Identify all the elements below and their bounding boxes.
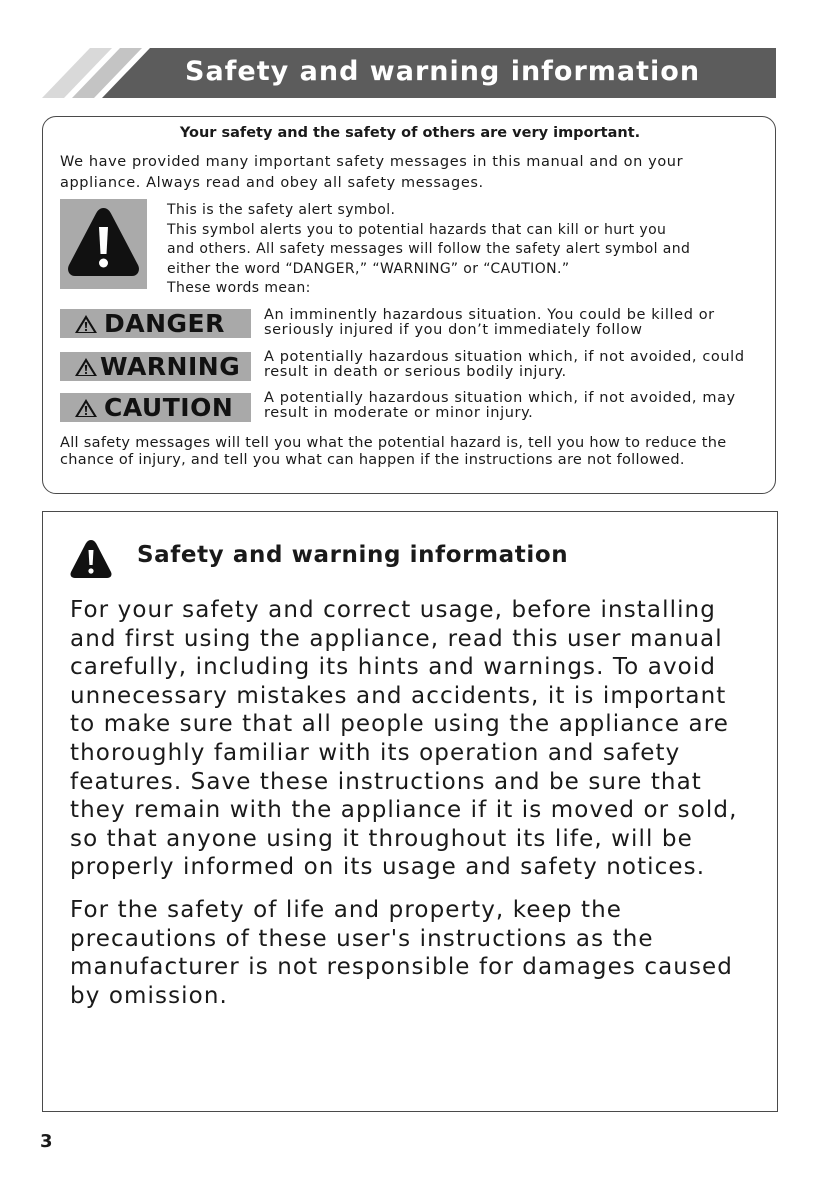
warning-triangle-icon	[74, 357, 98, 377]
info-paragraph: For the safety of life and property, keep the precautions of these user's instructions as the manufacturer is not responsible for damages caused by omission.	[70, 897, 733, 1009]
signal-word: CAUTION	[104, 393, 234, 422]
notice-heading: Your safety and the safety of others are very important.	[179, 125, 641, 141]
alert-line: This is the safety alert symbol.	[167, 202, 396, 218]
signal-word: WARNING	[100, 352, 241, 381]
info-title: Safety and warning information	[137, 542, 569, 568]
danger-description: An imminently hazardous situation. You could be killed or seriously injured if you don’t immediately follow	[264, 307, 715, 338]
danger-signal-label	[60, 309, 251, 338]
danger-triangle-icon	[74, 314, 98, 334]
alert-line: This symbol alerts you to potential hazards that can kill or hurt you	[167, 221, 667, 238]
notice-footer: All safety messages will tell you what the potential hazard is, tell you how to reduce the chance of injury, and tell you what can happen if the instructions are not followed.	[60, 435, 727, 468]
alert-triangle-icon	[60, 199, 147, 289]
warning-triangle-icon	[69, 538, 113, 580]
page-number: 3	[40, 1131, 53, 1152]
safety-notice-box	[42, 116, 776, 494]
caution-description: A potentially hazardous situation which, if not avoided, may result in moderate or minor injury.	[264, 390, 736, 421]
notice-intro: We have provided many important safety messages in this manual and on your appliance. Always read and obey all safety messages.	[60, 154, 684, 191]
warning-signal-label	[60, 352, 251, 381]
safety-info-box	[42, 511, 778, 1112]
alert-line: either the word “DANGER,” “WARNING” or “CAUTION.”	[167, 260, 570, 277]
warning-description: A potentially hazardous situation which, if not avoided, could result in death or serious bodily injury.	[264, 349, 745, 380]
header-banner	[42, 48, 776, 98]
caution-triangle-icon	[74, 398, 98, 418]
alert-explanation	[167, 201, 767, 299]
alert-line: These words mean:	[167, 280, 311, 296]
alert-line: and others. All safety messages will follow the safety alert symbol and	[167, 241, 691, 257]
caution-signal-label	[60, 393, 251, 422]
signal-word: DANGER	[104, 309, 225, 338]
page-title: Safety and warning information	[185, 56, 701, 87]
info-paragraph: For your safety and correct usage, before installing and first using the appliance, read this user manual carefully, including its hints and warnings. To avoid unnecessary mistakes and accidents, it is important to make sure that all people using the appliance are thoroughly familiar with its operation and safety features. Save these instructions and be sure that they remain with the appliance if it is moved or sold, so that anyone using it throughout its life, will be properly informed on its usage and safety notices.	[70, 597, 738, 881]
